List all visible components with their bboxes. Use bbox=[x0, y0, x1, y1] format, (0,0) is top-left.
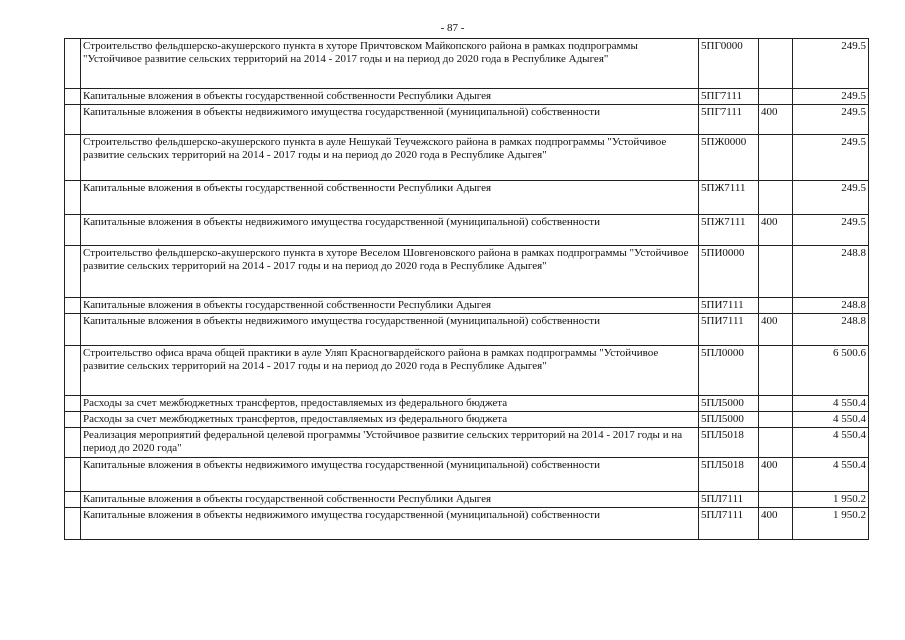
row-amount: 4 550.4 bbox=[793, 412, 869, 428]
row-name: Расходы за счет межбюджетных трансфертов, предоставляемых из федерального бюджета bbox=[81, 396, 699, 412]
row-blank-cell bbox=[65, 246, 81, 298]
row-code: 5ПЛ0000 bbox=[699, 346, 759, 396]
page-number: - 87 - bbox=[440, 22, 465, 34]
row-code: 5ПЖ7111 bbox=[699, 181, 759, 215]
row-blank-cell bbox=[65, 215, 81, 246]
row-amount: 248.8 bbox=[793, 314, 869, 346]
row-amount: 4 550.4 bbox=[793, 428, 869, 458]
table-row bbox=[65, 314, 869, 346]
row-name: Капитальные вложения в объекты государственной собственности Республики Адыгея bbox=[81, 298, 699, 314]
row-blank-cell bbox=[65, 89, 81, 105]
row-name: Капитальные вложения в объекты государственной собственности Республики Адыгея bbox=[81, 89, 699, 105]
row-code: 5ПЛ7111 bbox=[699, 508, 759, 540]
table-row bbox=[65, 181, 869, 215]
table-row bbox=[65, 89, 869, 105]
row-amount: 249.5 bbox=[793, 89, 869, 105]
row-amount: 6 500.6 bbox=[793, 346, 869, 396]
row-type: 400 bbox=[759, 508, 793, 540]
row-code: 5ПИ7111 bbox=[699, 314, 759, 346]
row-name: Капитальные вложения в объекты недвижимого имущества государственной (муниципальной) собственности bbox=[81, 508, 699, 540]
row-type bbox=[759, 346, 793, 396]
table-row bbox=[65, 428, 869, 458]
row-code: 5ПЛ5000 bbox=[699, 396, 759, 412]
row-code: 5ПЖ7111 bbox=[699, 215, 759, 246]
row-amount: 1 950.2 bbox=[793, 508, 869, 540]
table-row bbox=[65, 508, 869, 540]
row-type: 400 bbox=[759, 458, 793, 492]
row-type bbox=[759, 39, 793, 89]
row-name: Строительство фельдшерско-акушерского пункта в хуторе Веселом Шовгеновского района в рамках подпрограммы "Устойчивое развитие сельских территорий на 2014 - 2017 годы и на период до 2020 года в Республике Адыгея" bbox=[81, 246, 699, 298]
row-blank-cell bbox=[65, 508, 81, 540]
row-type: 400 bbox=[759, 314, 793, 346]
row-name: Капитальные вложения в объекты недвижимого имущества государственной (муниципальной) собственности bbox=[81, 105, 699, 135]
row-blank-cell bbox=[65, 39, 81, 89]
row-name: Капитальные вложения в объекты недвижимого имущества государственной (муниципальной) собственности bbox=[81, 458, 699, 492]
row-code: 5ПЖ0000 bbox=[699, 135, 759, 181]
row-blank-cell bbox=[65, 428, 81, 458]
row-blank-cell bbox=[65, 181, 81, 215]
table-row bbox=[65, 298, 869, 314]
row-name: Капитальные вложения в объекты недвижимого имущества государственной (муниципальной) собственности bbox=[81, 314, 699, 346]
row-code: 5ПЛ5018 bbox=[699, 428, 759, 458]
row-amount: 248.8 bbox=[793, 246, 869, 298]
row-name: Реализация мероприятий федеральной целевой программы 'Устойчивое развитие сельских территорий на 2014 - 2017 годы и на период до 2020 года" bbox=[81, 428, 699, 458]
row-name: Капитальные вложения в объекты недвижимого имущества государственной (муниципальной) собственности bbox=[81, 215, 699, 246]
row-type bbox=[759, 181, 793, 215]
row-blank-cell bbox=[65, 412, 81, 428]
row-name: Строительство фельдшерско-акушерского пункта в хуторе Причтовском Майкопского района в рамках подпрограммы "Устойчивое развитие сельских территорий на 2014 - 2017 годы и на период до 2020 года в Республике Адыгея" bbox=[81, 39, 699, 89]
row-amount: 249.5 bbox=[793, 39, 869, 89]
table-row bbox=[65, 215, 869, 246]
row-name: Капитальные вложения в объекты государственной собственности Республики Адыгея bbox=[81, 181, 699, 215]
row-name: Капитальные вложения в объекты государственной собственности Республики Адыгея bbox=[81, 492, 699, 508]
table-row bbox=[65, 492, 869, 508]
table-row bbox=[65, 346, 869, 396]
row-code: 5ПЛ7111 bbox=[699, 492, 759, 508]
row-code: 5ПГ0000 bbox=[699, 39, 759, 89]
row-type bbox=[759, 298, 793, 314]
table-row bbox=[65, 39, 869, 89]
row-name: Строительство фельдшерско-акушерского пункта в ауле Нешукай Теучежского района в рамках подпрограммы "Устойчивое развитие сельских территорий на 2014 - 2017 годы и на период до 2020 года в Республике Адыгея" bbox=[81, 135, 699, 181]
table-row bbox=[65, 458, 869, 492]
row-blank-cell bbox=[65, 135, 81, 181]
budget-table bbox=[64, 38, 869, 540]
row-type bbox=[759, 428, 793, 458]
row-code: 5ПГ7111 bbox=[699, 89, 759, 105]
row-blank-cell bbox=[65, 396, 81, 412]
row-blank-cell bbox=[65, 458, 81, 492]
row-type: 400 bbox=[759, 215, 793, 246]
table-row bbox=[65, 105, 869, 135]
row-code: 5ПГ7111 bbox=[699, 105, 759, 135]
table-row bbox=[65, 396, 869, 412]
row-code: 5ПЛ5000 bbox=[699, 412, 759, 428]
row-type: 400 bbox=[759, 105, 793, 135]
table-row bbox=[65, 246, 869, 298]
row-amount: 1 950.2 bbox=[793, 492, 869, 508]
row-type bbox=[759, 396, 793, 412]
row-name: Расходы за счет межбюджетных трансфертов, предоставляемых из федерального бюджета bbox=[81, 412, 699, 428]
row-type bbox=[759, 246, 793, 298]
row-amount: 248.8 bbox=[793, 298, 869, 314]
row-blank-cell bbox=[65, 492, 81, 508]
row-name: Строительство офиса врача общей практики в ауле Уляп Красногвардейского района в рамках подпрограммы "Устойчивое развитие сельских территорий на 2014 - 2017 годы и на период до 2020 года в Республике Адыгея" bbox=[81, 346, 699, 396]
row-amount: 249.5 bbox=[793, 135, 869, 181]
row-code: 5ПЛ5018 bbox=[699, 458, 759, 492]
row-type bbox=[759, 412, 793, 428]
row-amount: 4 550.4 bbox=[793, 396, 869, 412]
row-blank-cell bbox=[65, 298, 81, 314]
row-blank-cell bbox=[65, 314, 81, 346]
row-code: 5ПИ7111 bbox=[699, 298, 759, 314]
row-amount: 249.5 bbox=[793, 215, 869, 246]
row-type bbox=[759, 492, 793, 508]
row-blank-cell bbox=[65, 346, 81, 396]
row-type bbox=[759, 89, 793, 105]
row-amount: 249.5 bbox=[793, 105, 869, 135]
row-amount: 4 550.4 bbox=[793, 458, 869, 492]
table-row bbox=[65, 412, 869, 428]
row-blank-cell bbox=[65, 105, 81, 135]
row-amount: 249.5 bbox=[793, 181, 869, 215]
table-row bbox=[65, 135, 869, 181]
row-type bbox=[759, 135, 793, 181]
row-code: 5ПИ0000 bbox=[699, 246, 759, 298]
